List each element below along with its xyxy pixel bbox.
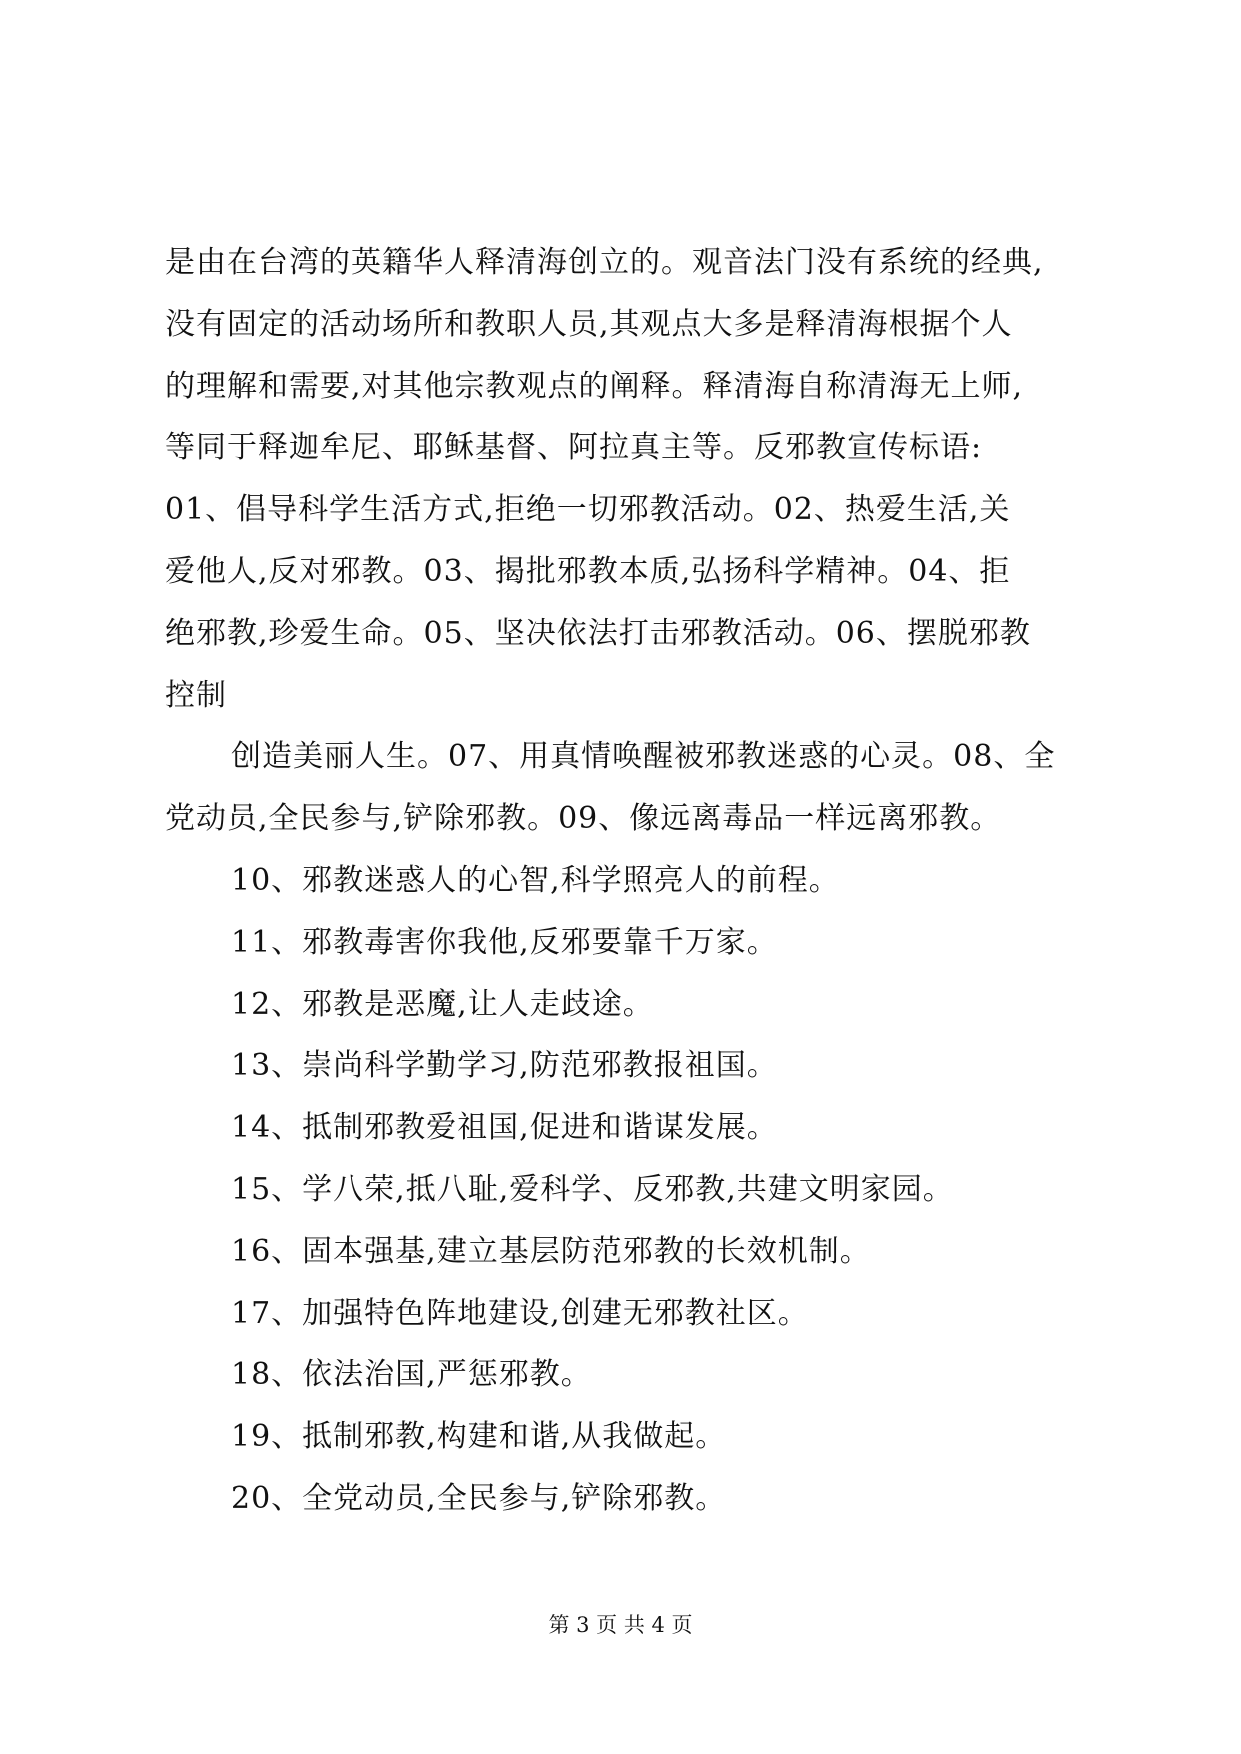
body-text (165, 232, 1110, 1530)
page-number: 第 3 页 (548, 1613, 618, 1637)
page-total: 共 4 页 (623, 1613, 693, 1637)
text-line: 等同于释迦牟尼、耶稣基督、阿拉真主等。反邪教宣传标语: (165, 430, 983, 466)
slogan-item: 17、加强特色阵地建设,创建无邪教社区。 (231, 1295, 809, 1331)
slogan-item: 12、邪教是恶魔,让人走歧途。 (231, 986, 654, 1022)
slogan-item: 18、依法治国,严惩邪教。 (231, 1357, 592, 1393)
slogan-item: 14、抵制邪教爱祖国,促进和谐谋发展。 (231, 1110, 778, 1146)
text-line: 党动员,全民参与,铲除邪教。09、像远离毒品一样远离邪教。 (165, 801, 1002, 837)
page-footer (0, 1612, 1241, 1638)
slogan-item: 20、全党动员,全民参与,铲除邪教。 (231, 1480, 727, 1516)
slogan-item: 16、固本强基,建立基层防范邪教的长效机制。 (231, 1233, 871, 1269)
text-line: 01、倡导科学生活方式,拒绝一切邪教活动。02、热爱生活,关 (165, 492, 1011, 528)
text-line: 的理解和需要,对其他宗教观点的阐释。释清海自称清海无上师, (165, 368, 1024, 404)
slogan-item: 10、邪教迷惑人的心智,科学照亮人的前程。 (231, 862, 840, 898)
text-line: 绝邪教,珍爱生命。05、坚决依法打击邪教活动。06、摆脱邪教 (165, 615, 1031, 651)
slogan-item: 15、学八荣,抵八耻,爱科学、反邪教,共建文明家园。 (231, 1171, 954, 1207)
slogan-item: 19、抵制邪教,构建和谐,从我做起。 (231, 1419, 727, 1455)
text-line: 没有固定的活动场所和教职人员,其观点大多是释清海根据个人 (165, 306, 1013, 342)
text-line: 控制 (165, 677, 227, 713)
text-line: 创造美丽人生。07、用真情唤醒被邪教迷惑的心灵。08、全 (231, 739, 1056, 775)
slogan-item: 13、崇尚科学勤学习,防范邪教报祖国。 (231, 1048, 778, 1084)
text-line: 爱他人,反对邪教。03、揭批邪教本质,弘扬科学精神。04、拒 (165, 553, 1011, 589)
slogan-item: 11、邪教毒害你我他,反邪要靠千万家。 (231, 924, 778, 960)
text-line: 是由在台湾的英籍华人释清海创立的。观音法门没有系统的经典, (165, 245, 1044, 280)
